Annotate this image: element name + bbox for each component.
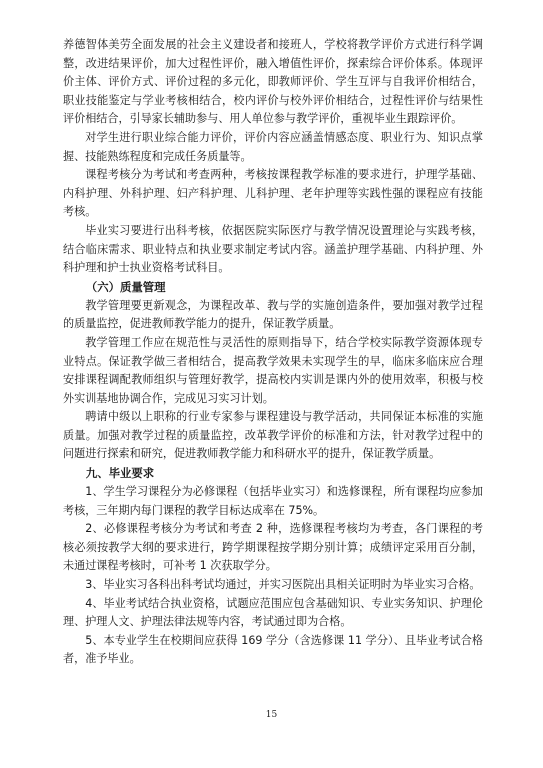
requirement-item-5: 5、本专业学生在校期间应获得 169 学分（含选修课 11 学分）、且毕业考试合格者，准予毕业。 xyxy=(63,633,483,666)
paragraph-teaching-management: 教学管理要更新观念，为课程改革、教与学的实施创造条件，要加强对教学过程的质量监控，促进教师教学能力的提升，保证教学质量。 xyxy=(63,298,483,331)
paragraph-course-assessment: 课程考核分为考试和考查两种，考核按课程教学标准的要求进行，护理学基础、内科护理、外科护理、妇产科护理、儿科护理、老年护理等实践性强的课程应有技能考核。 xyxy=(63,168,483,219)
requirement-item-2: 2、必修课程考核分为考试和考查 2 种，选修课程考核均为考查，各门课程的考核必须按教学大纲的要求进行，跨学期课程按学期分别计算；成绩评定采用百分制，未通过课程考核时，可补考 1 次获取学分。 xyxy=(63,522,483,573)
requirement-item-1: 1、学生学习课程分为必修课程（包括毕业实习）和选修课程，所有课程均应参加考核，三年期内每门课程的教学目标达成率在 75%。 xyxy=(63,485,483,517)
page-number: 15 xyxy=(265,710,278,720)
paragraph-evaluation-system: 养德智体美劳全面发展的社会主义建设者和接班人，学校将教学评价方式进行科学调整，改进结果评价，加大过程性评价，融入增值性评价，探索综合评价体系。体现评价主体、评价方式、评价过程的多元化，即教师评价、学生互评与自我评价相结合，职业技能鉴定与学业考核相结合，校内评价与校外评价相结合，过程性评价与结果性评价相结合，引导家长辅助参与、用人单位参与教学评价，重视毕业生跟踪评价。 xyxy=(63,38,483,126)
section-heading-graduation-requirements: 九、毕业要求 xyxy=(85,466,155,481)
paragraph-ability-evaluation: 对学生进行职业综合能力评价，评价内容应涵盖情感态度、职业行为、知识点掌握、技能熟练程度和完成任务质量等。 xyxy=(63,130,483,163)
page-content xyxy=(63,36,483,669)
section-heading-quality-management: （六）质量管理 xyxy=(85,279,166,294)
requirement-item-3: 3、毕业实习各科出科考试均通过，并实习医院出具相关证明时为毕业实习合格。 xyxy=(85,578,481,592)
paragraph-industry-experts: 聘请中级以上职称的行业专家参与课程建设与教学活动，共同保证本标准的实施质量。加强对教学过程的质量监控，改革教学评价的标准和方法，针对教学过程中的问题进行探索和研究，促进教师教学能力和科研水平的提升，保证教学质量。 xyxy=(63,410,483,461)
paragraph-management-principles: 教学管理工作应在规范性与灵活性的原则指导下，结合学校实际教学资源体现专业特点。保证教学做三者相结合，提高教学效果未实现学生的早，临床多临床应合理安排课程调配教师组织与管理好教学，提高校内实训是课内外的使用效率，积极与校外实训基地协调合作，完成见习实习计划。 xyxy=(63,335,483,405)
requirement-item-4: 4、毕业考试结合执业资格，试题应范围应包含基础知识、专业实务知识、护理伦理、护理人文、护理法律法规等内容，考试通过即为合格。 xyxy=(63,596,483,629)
paragraph-internship-assessment: 毕业实习要进行出科考核，依据医院实际医疗与教学情况设置理论与实践考核，结合临床需求、职业特点和执业要求制定考试内容。涵盖护理学基础、内科护理、外科护理和护士执业资格考试科目。 xyxy=(63,223,483,275)
